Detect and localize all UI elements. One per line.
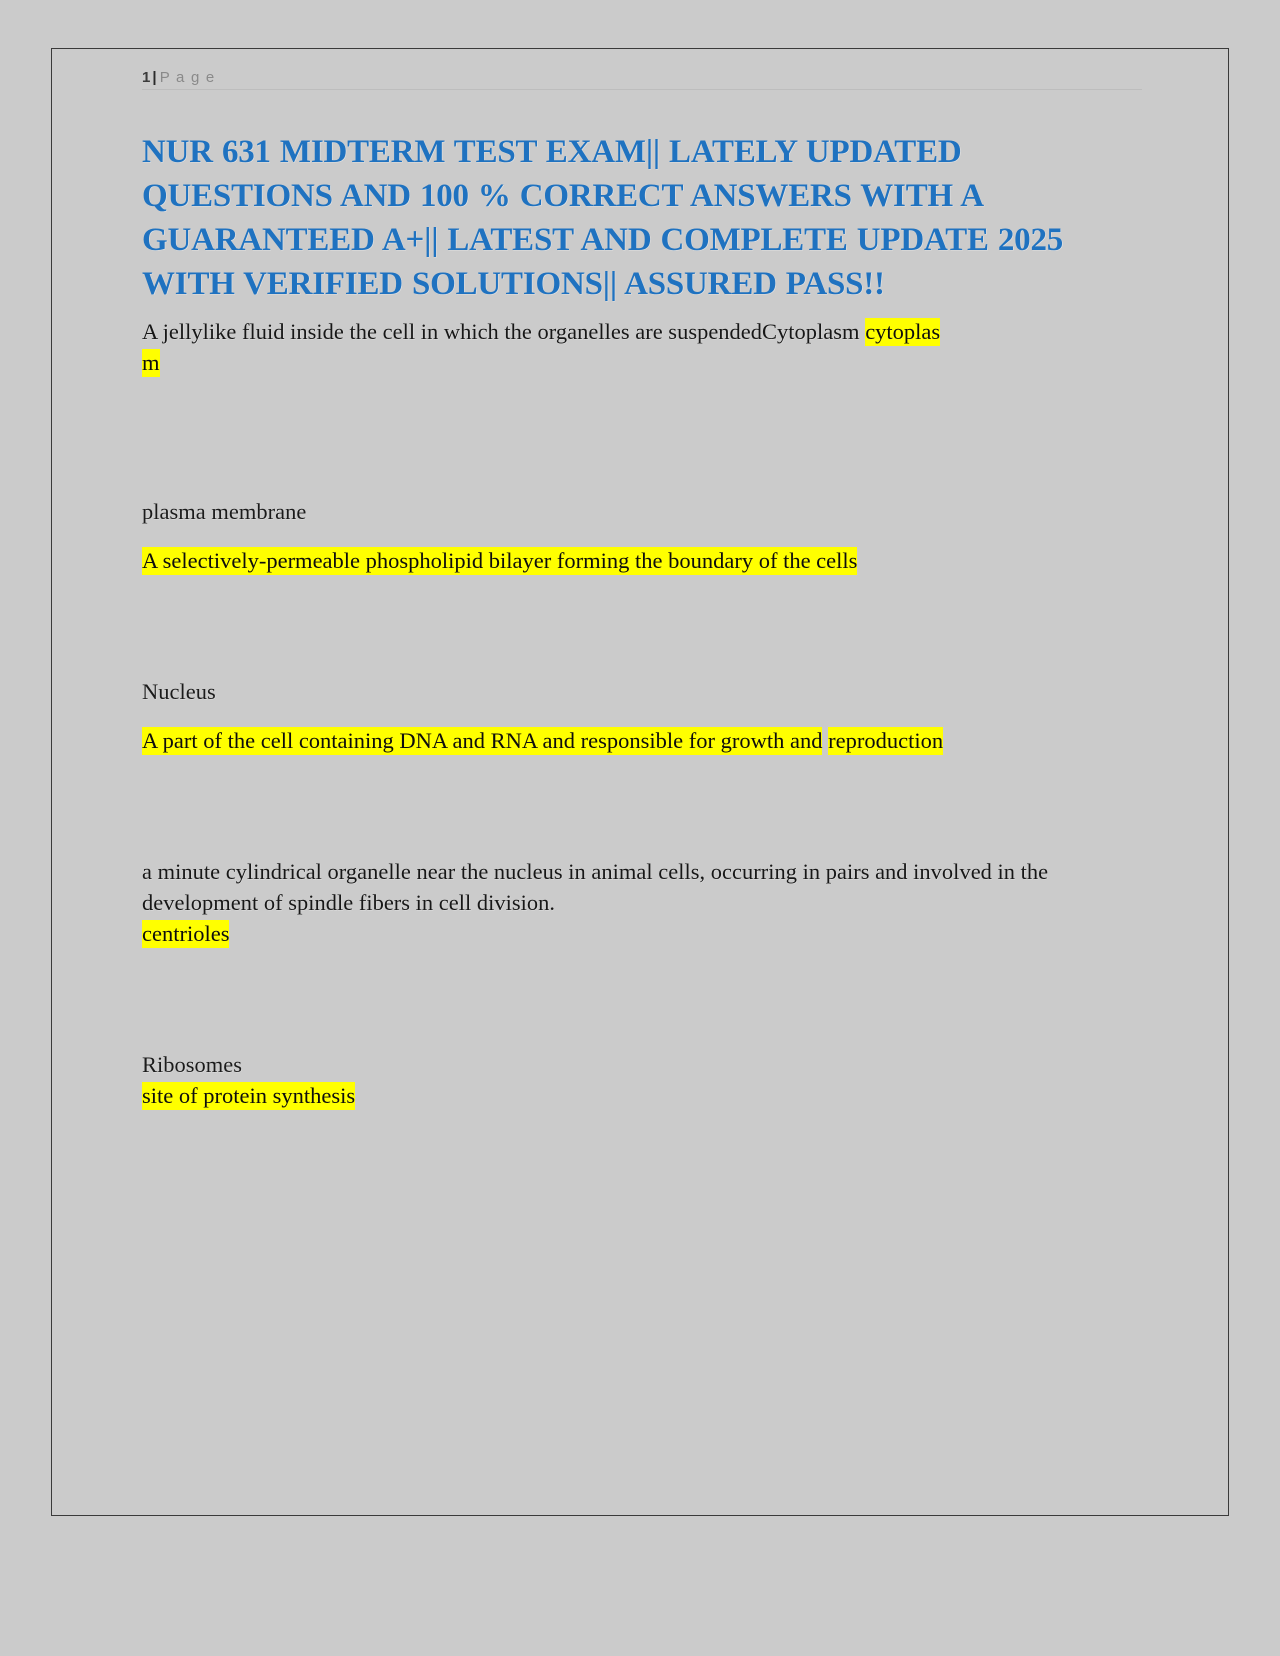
highlight-answer-5: site of protein synthesis [142, 1083, 356, 1108]
answer-ribosomes [142, 1080, 1150, 1111]
term-nucleus: Nucleus [142, 679, 216, 704]
highlight-answer-3a: A part of the cell containing DNA and RNA and responsible for growth and [142, 728, 823, 753]
highlight-answer-2: A selectively-permeable phospholipid bilayer forming the boundary of the cells [142, 548, 858, 573]
document-page [51, 48, 1229, 1516]
highlight-answer-1b: m [142, 350, 160, 375]
answer-nucleus [142, 725, 1150, 756]
page-content-area [142, 69, 1150, 1111]
qa-entry-centrioles [142, 856, 1150, 949]
highlight-answer-1a: cytoplas [865, 319, 941, 344]
qa-entry-nucleus [142, 676, 1150, 756]
highlight-answer-4: centrioles [142, 921, 230, 946]
term-ribosomes: Ribosomes [142, 1052, 243, 1077]
page-number: 1 [142, 69, 151, 86]
page-header [142, 69, 1150, 98]
qa-entry-cytoplasm [142, 316, 1150, 378]
answer-plasma-membrane [142, 545, 1150, 576]
page-header-label: P a g e [159, 69, 216, 86]
qa-question-4: a minute cylindrical organelle near the nucleus in animal cells, occurring in pairs and involved in the development of spindle fibers in cell division. [142, 859, 1049, 915]
qa-entry-ribosomes [142, 1049, 1150, 1111]
term-plasma-membrane: plasma membrane [142, 499, 307, 524]
page-header-separator: | [152, 69, 158, 86]
qa-question-1 [142, 316, 1150, 378]
document-title: NUR 631 MIDTERM TEST EXAM|| LATELY UPDATED QUESTIONS AND 100 % CORRECT ANSWERS WITH A GUARANTEED A+|| LATEST AND COMPLETE UPDATE 2025 WITH VERIFIED SOLUTIONS|| ASSURED PASS!! [142, 134, 1064, 302]
header-divider [142, 89, 1142, 90]
answer-centrioles [142, 918, 1150, 949]
qa-entry-plasma-membrane [142, 496, 1150, 576]
question-text-1: A jellylike fluid inside the cell in which the organelles are suspendedCytoplasm [142, 319, 866, 344]
highlight-answer-3b: reproduction [828, 728, 944, 753]
